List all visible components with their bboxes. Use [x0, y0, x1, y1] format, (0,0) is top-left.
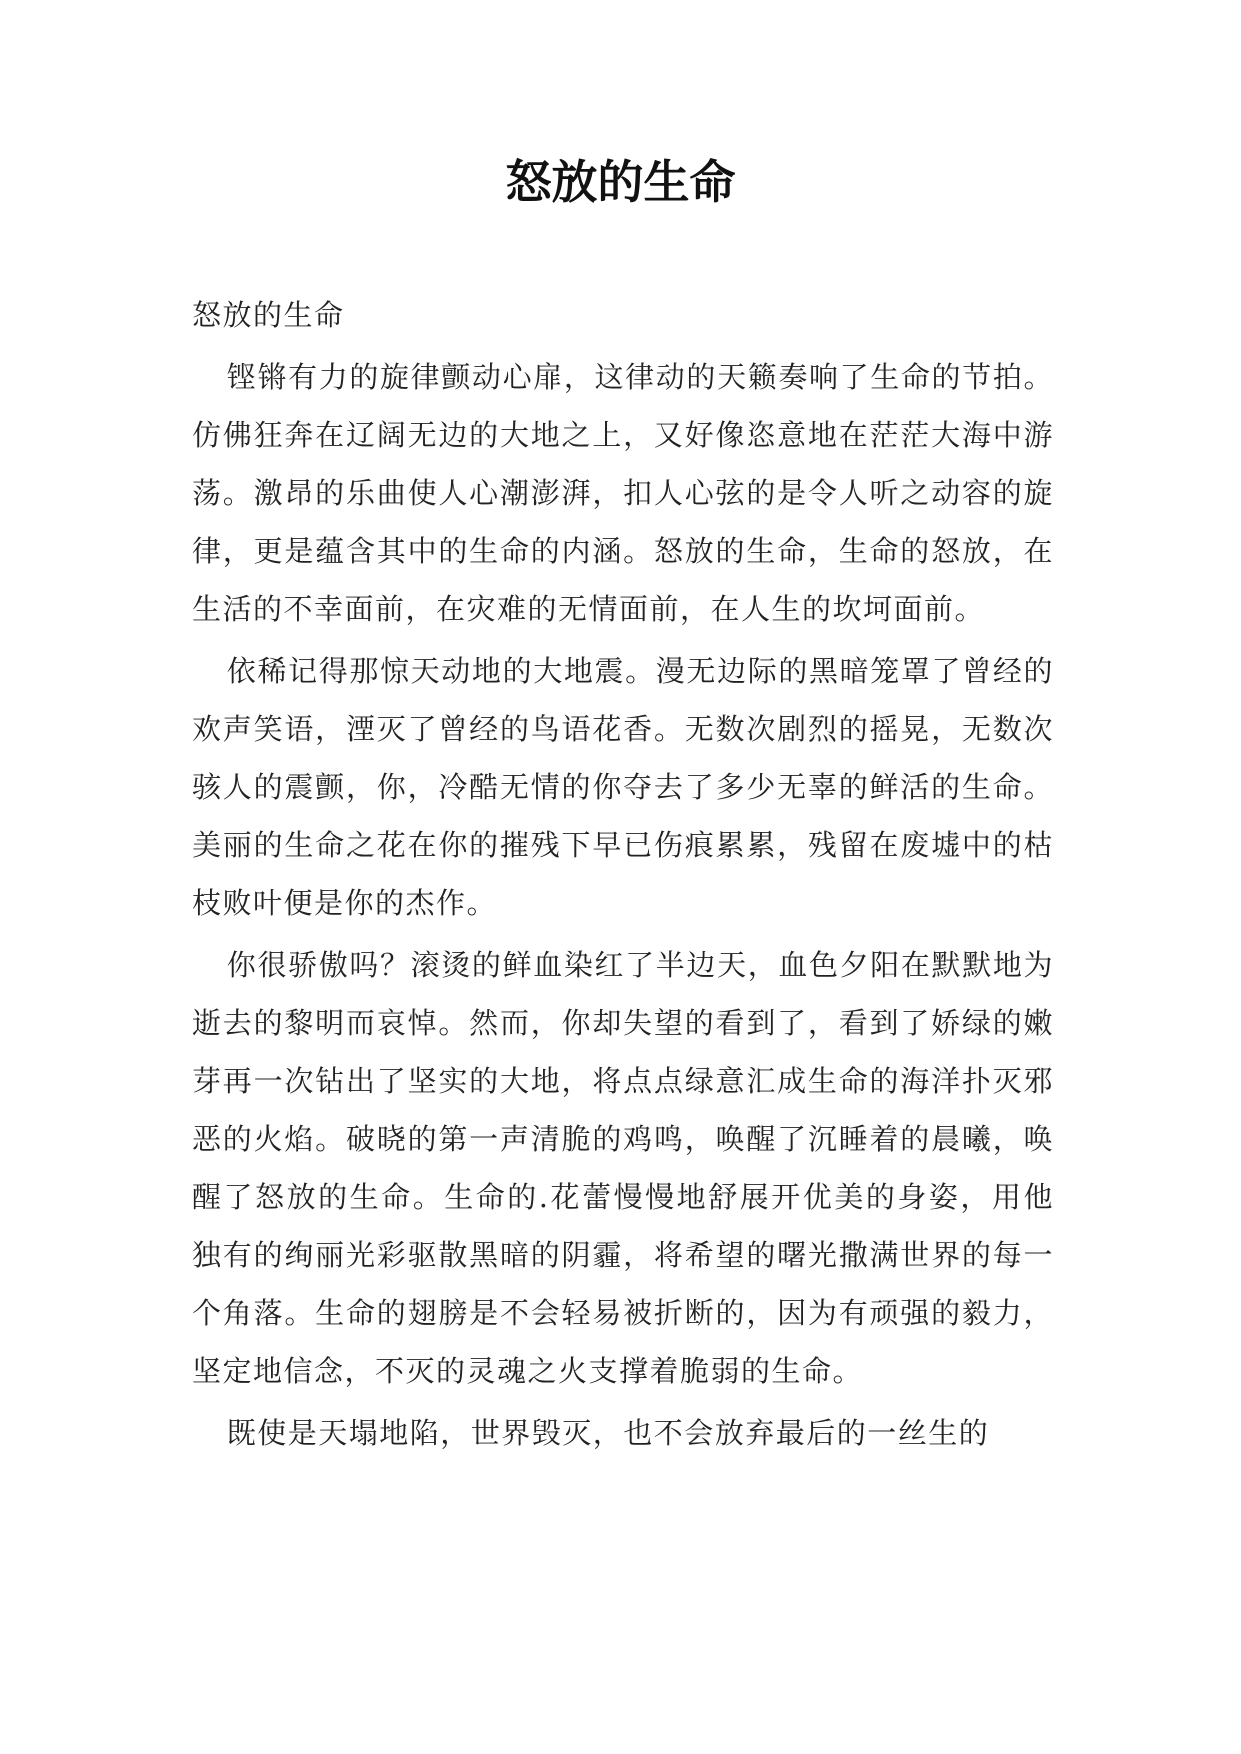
- body-paragraph: 你很骄傲吗？滚烫的鲜血染红了半边天，血色夕阳在默默地为逝去的黎明而哀悼。然而，你却失望的看到了，看到了娇绿的嫩芽再一次钻出了坚实的大地，将点点绿意汇成生命的海洋扑灭邪恶的火焰。破晓的第一声清脆的鸡鸣，唤醒了沉睡着的晨曦，唤醒了怒放的生命。生命的.花蕾慢慢地舒展开优美的身姿，用他独有的绚丽光彩驱散黑暗的阴霾，将希望的曙光撒满世界的每一个角落。生命的翅膀是不会轻易被折断的，因为有顽强的毅力，坚定地信念，不灭的灵魂之火支撑着脆弱的生命。: [192, 948, 1054, 1388]
- body-paragraph: 依稀记得那惊天动地的大地震。漫无边际的黑暗笼罩了曾经的欢声笑语，湮灭了曾经的鸟语花香。无数次剧烈的摇晃，无数次骇人的震颤，你，冷酷无情的你夺去了多少无辜的鲜活的生命。美丽的生命之花在你的摧残下早已伤痕累累，残留在废墟中的枯枝败叶便是你的杰作。: [192, 654, 1054, 920]
- body-paragraph: 铿锵有力的旋律颤动心扉，这律动的天籁奏响了生命的节拍。仿佛狂奔在辽阔无边的大地之上，又好像恣意地在茫茫大海中游荡。激昂的乐曲使人心潮澎湃，扣人心弦的是令人听之动容的旋律，更是蕴含其中的生命的内涵。怒放的生命，生命的怒放，在生活的不幸面前，在灾难的无情面前，在人生的坎坷面前。: [192, 360, 1054, 626]
- document-body: [192, 286, 1054, 1466]
- document-title: 怒放的生命: [505, 155, 736, 209]
- subtitle-paragraph: 怒放的生命: [192, 298, 345, 332]
- body-paragraph: 既使是天塌地陷，世界毁灭，也不会放弃最后的一丝生的: [226, 1416, 990, 1450]
